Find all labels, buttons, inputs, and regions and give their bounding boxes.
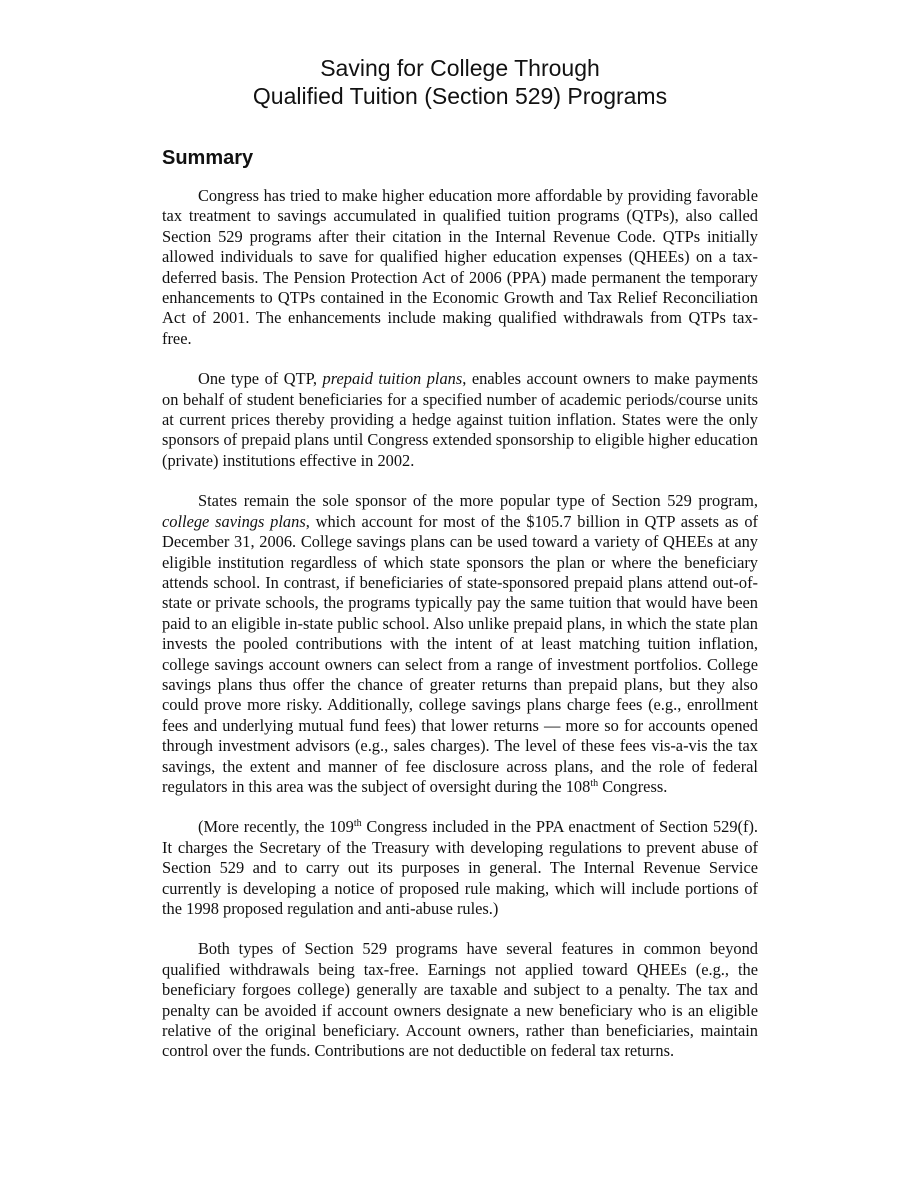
paragraph-3-text-c: Congress. xyxy=(598,776,668,796)
title-line-1: Saving for College Through xyxy=(320,55,600,81)
document-title xyxy=(162,54,758,110)
paragraph-3-emphasis: college savings plans xyxy=(162,511,306,531)
document-page xyxy=(162,54,758,1082)
paragraph-1: Congress has tried to make higher education more affordable by providing favorable tax treatment to savings accumulated in qualified tuition programs (QTPs), also called Section 529 programs after their citation in the Internal Revenue Code. QTPs initially allowed individuals to save for qualified higher education expenses (QHEEs) on a tax-deferred basis. The Pension Protection Act of 2006 (PPA) made permanent the temporary enhancements to QTPs contained in the Economic Growth and Tax Relief Reconciliation Act of 2001. The enhancements include making qualified withdrawals from QTPs tax-free. xyxy=(162,186,758,348)
paragraph-5: Both types of Section 529 programs have several features in common beyond qualified withdrawals being tax-free. Earnings not applied toward QHEEs (e.g., the beneficiary forgoes college) generally are taxable and subject to a penalty. The tax and penalty can be avoided if account owners designate a new beneficiary who is an eligible relative of the original beneficiary. Account owners, rather than beneficiaries, maintain control over the funds. Contributions are not deductible on federal tax returns. xyxy=(162,939,758,1061)
paragraph-2-emphasis: prepaid tuition plans xyxy=(322,369,463,389)
paragraph-4-text-b: Congress included in the PPA enactment of Section 529(f). It charges the Secretary of the Treasury with developing regulations to prevent abuse of Section 529 and to carry out its purposes in general. The Internal Revenue Service currently is developing a notice of proposed rule making, which will include portions of the 1998 proposed regulation and anti-abuse rules.) xyxy=(162,817,758,918)
paragraph-3-text-a: States remain the sole sponsor of the more popular type of Section 529 program, xyxy=(198,491,758,511)
section-heading-summary: Summary xyxy=(162,147,254,169)
paragraph-3-superscript: th xyxy=(590,777,599,789)
paragraph-3-text-b: , which account for most of the $105.7 billion in QTP assets as of December 31, 2006. College savings plans can be used toward a variety of QHEEs at any eligible institution regardless of which state sponsors the plan or where the beneficiary attends school. In contrast, if beneficiaries of state-sponsored prepaid plans attend out-of-state or private schools, the programs typically pay the same tuition that would have been paid to an eligible in-state public school. Also unlike prepaid plans, in which the state plan invests the pooled contributions with the intent of at least matching tuition inflation, college savings account owners can select from a range of investment portfolios. College savings plans thus offer the chance of greater returns than prepaid plans, but they also could prove more risky. Additionally, college savings plans charge fees (e.g., enrollment fees and underlying mutual fund fees) that lower returns — more so for accounts opened through investment advisors (e.g., sales charges). The level of these fees vis-a-vis the tax savings, the extent and manner of fee disclosure across plans, and the role of federal regulators in this area was the subject of oversight during the 108 xyxy=(162,511,758,796)
paragraph-3 xyxy=(162,491,758,797)
paragraph-4-text-a: (More recently, the 109 xyxy=(198,817,354,837)
paragraph-2 xyxy=(162,369,758,471)
paragraph-4-superscript: th xyxy=(353,818,362,830)
paragraph-4 xyxy=(162,817,758,919)
paragraph-2-text-a: One type of QTP, xyxy=(198,369,323,389)
paragraph-2-text-b: , enables account owners to make payments on behalf of student beneficiaries for a specified number of academic periods/course units at current prices thereby providing a hedge against tuition inflation. States were the only sponsors of prepaid plans until Congress extended sponsorship to eligible higher education (private) institutions effective in 2002. xyxy=(162,369,758,470)
title-line-2: Qualified Tuition (Section 529) Programs xyxy=(252,83,668,109)
